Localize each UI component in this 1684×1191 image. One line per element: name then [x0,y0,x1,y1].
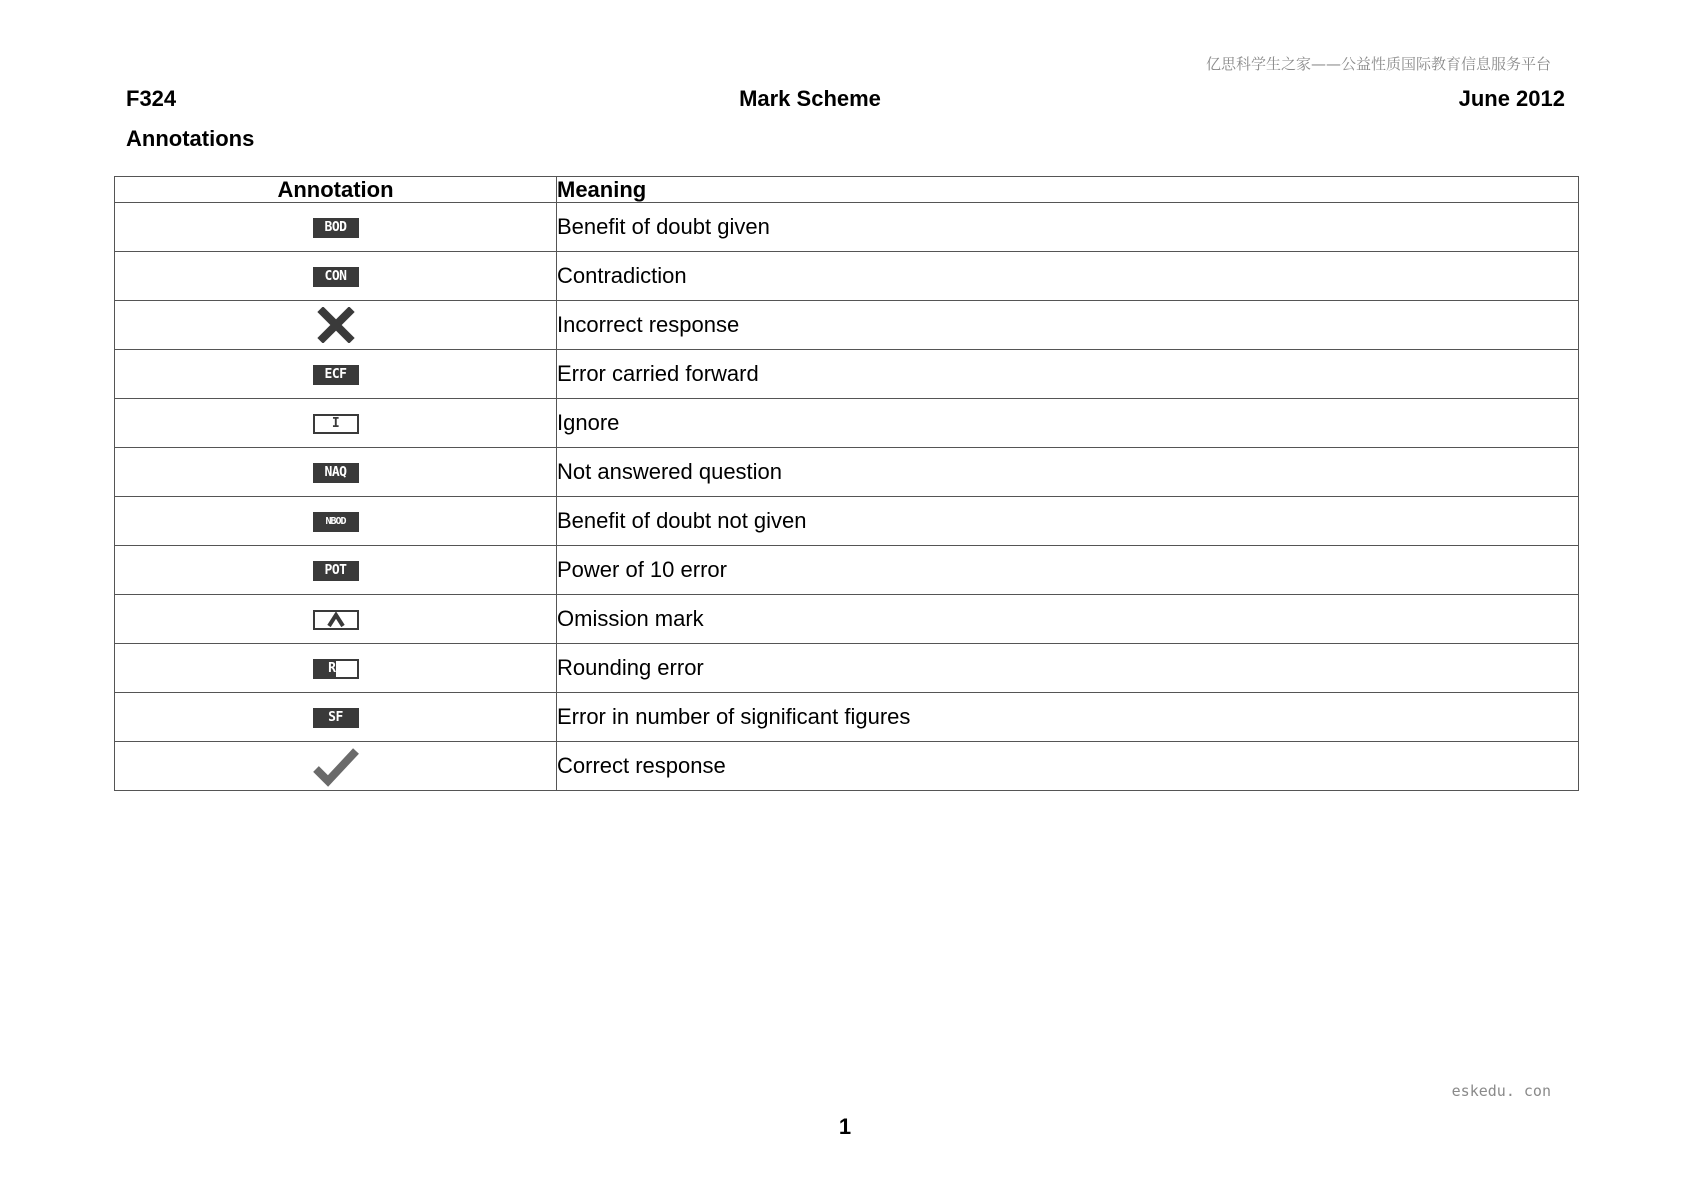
table-row [115,448,1579,497]
ecf-stamp-icon: ECF [313,365,359,385]
document-title: Mark Scheme [739,86,881,111]
meaning-cell: Error in number of significant figures [557,693,1579,742]
pot-stamp-icon: POT [313,561,359,581]
con-stamp-icon: CON [313,267,359,287]
table-row [115,350,1579,399]
meaning-cell: Ignore [557,399,1579,448]
caret-stamp-icon [313,610,359,630]
column-header-meaning: Meaning [557,177,1579,203]
annotations-table [114,176,1579,791]
table-row [115,203,1579,252]
table-row [115,742,1579,791]
sf-stamp-icon: SF [313,708,359,728]
meaning-cell: Power of 10 error [557,546,1579,595]
bod-stamp-icon: BOD [313,218,359,238]
meaning-cell: Not answered question [557,448,1579,497]
column-header-annotation: Annotation [115,177,557,203]
paper-code: F324 [126,86,177,111]
meaning-cell: Incorrect response [557,301,1579,350]
naq-stamp-icon: NAQ [313,463,359,483]
watermark-top: 亿思科学生之家——公益性质国际教育信息服务平台 [1205,55,1551,73]
meaning-cell: Contradiction [557,252,1579,301]
meaning-cell: Benefit of doubt not given [557,497,1579,546]
nbod-stamp-icon: NBOD [313,512,359,532]
table-row [115,399,1579,448]
meaning-cell: Rounding error [557,644,1579,693]
table-row [115,301,1579,350]
session-date: June 2012 [1458,86,1565,111]
meaning-cell: Error carried forward [557,350,1579,399]
meaning-cell: Benefit of doubt given [557,203,1579,252]
tick-icon [115,745,556,787]
table-row [115,644,1579,693]
section-title: Annotations [126,126,255,151]
table-row [115,252,1579,301]
footer-watermark: eskedu. con [1451,1082,1551,1100]
cross-icon [115,307,556,343]
table-row [115,693,1579,742]
meaning-cell: Omission mark [557,595,1579,644]
ignore-stamp-icon: I [313,414,359,434]
re-stamp-icon: RE [313,659,359,679]
table-row [115,595,1579,644]
table-row [115,546,1579,595]
table-row [115,497,1579,546]
meaning-cell: Correct response [557,742,1579,791]
page-number: 1 [838,1114,852,1139]
table-header-row [115,177,1579,203]
